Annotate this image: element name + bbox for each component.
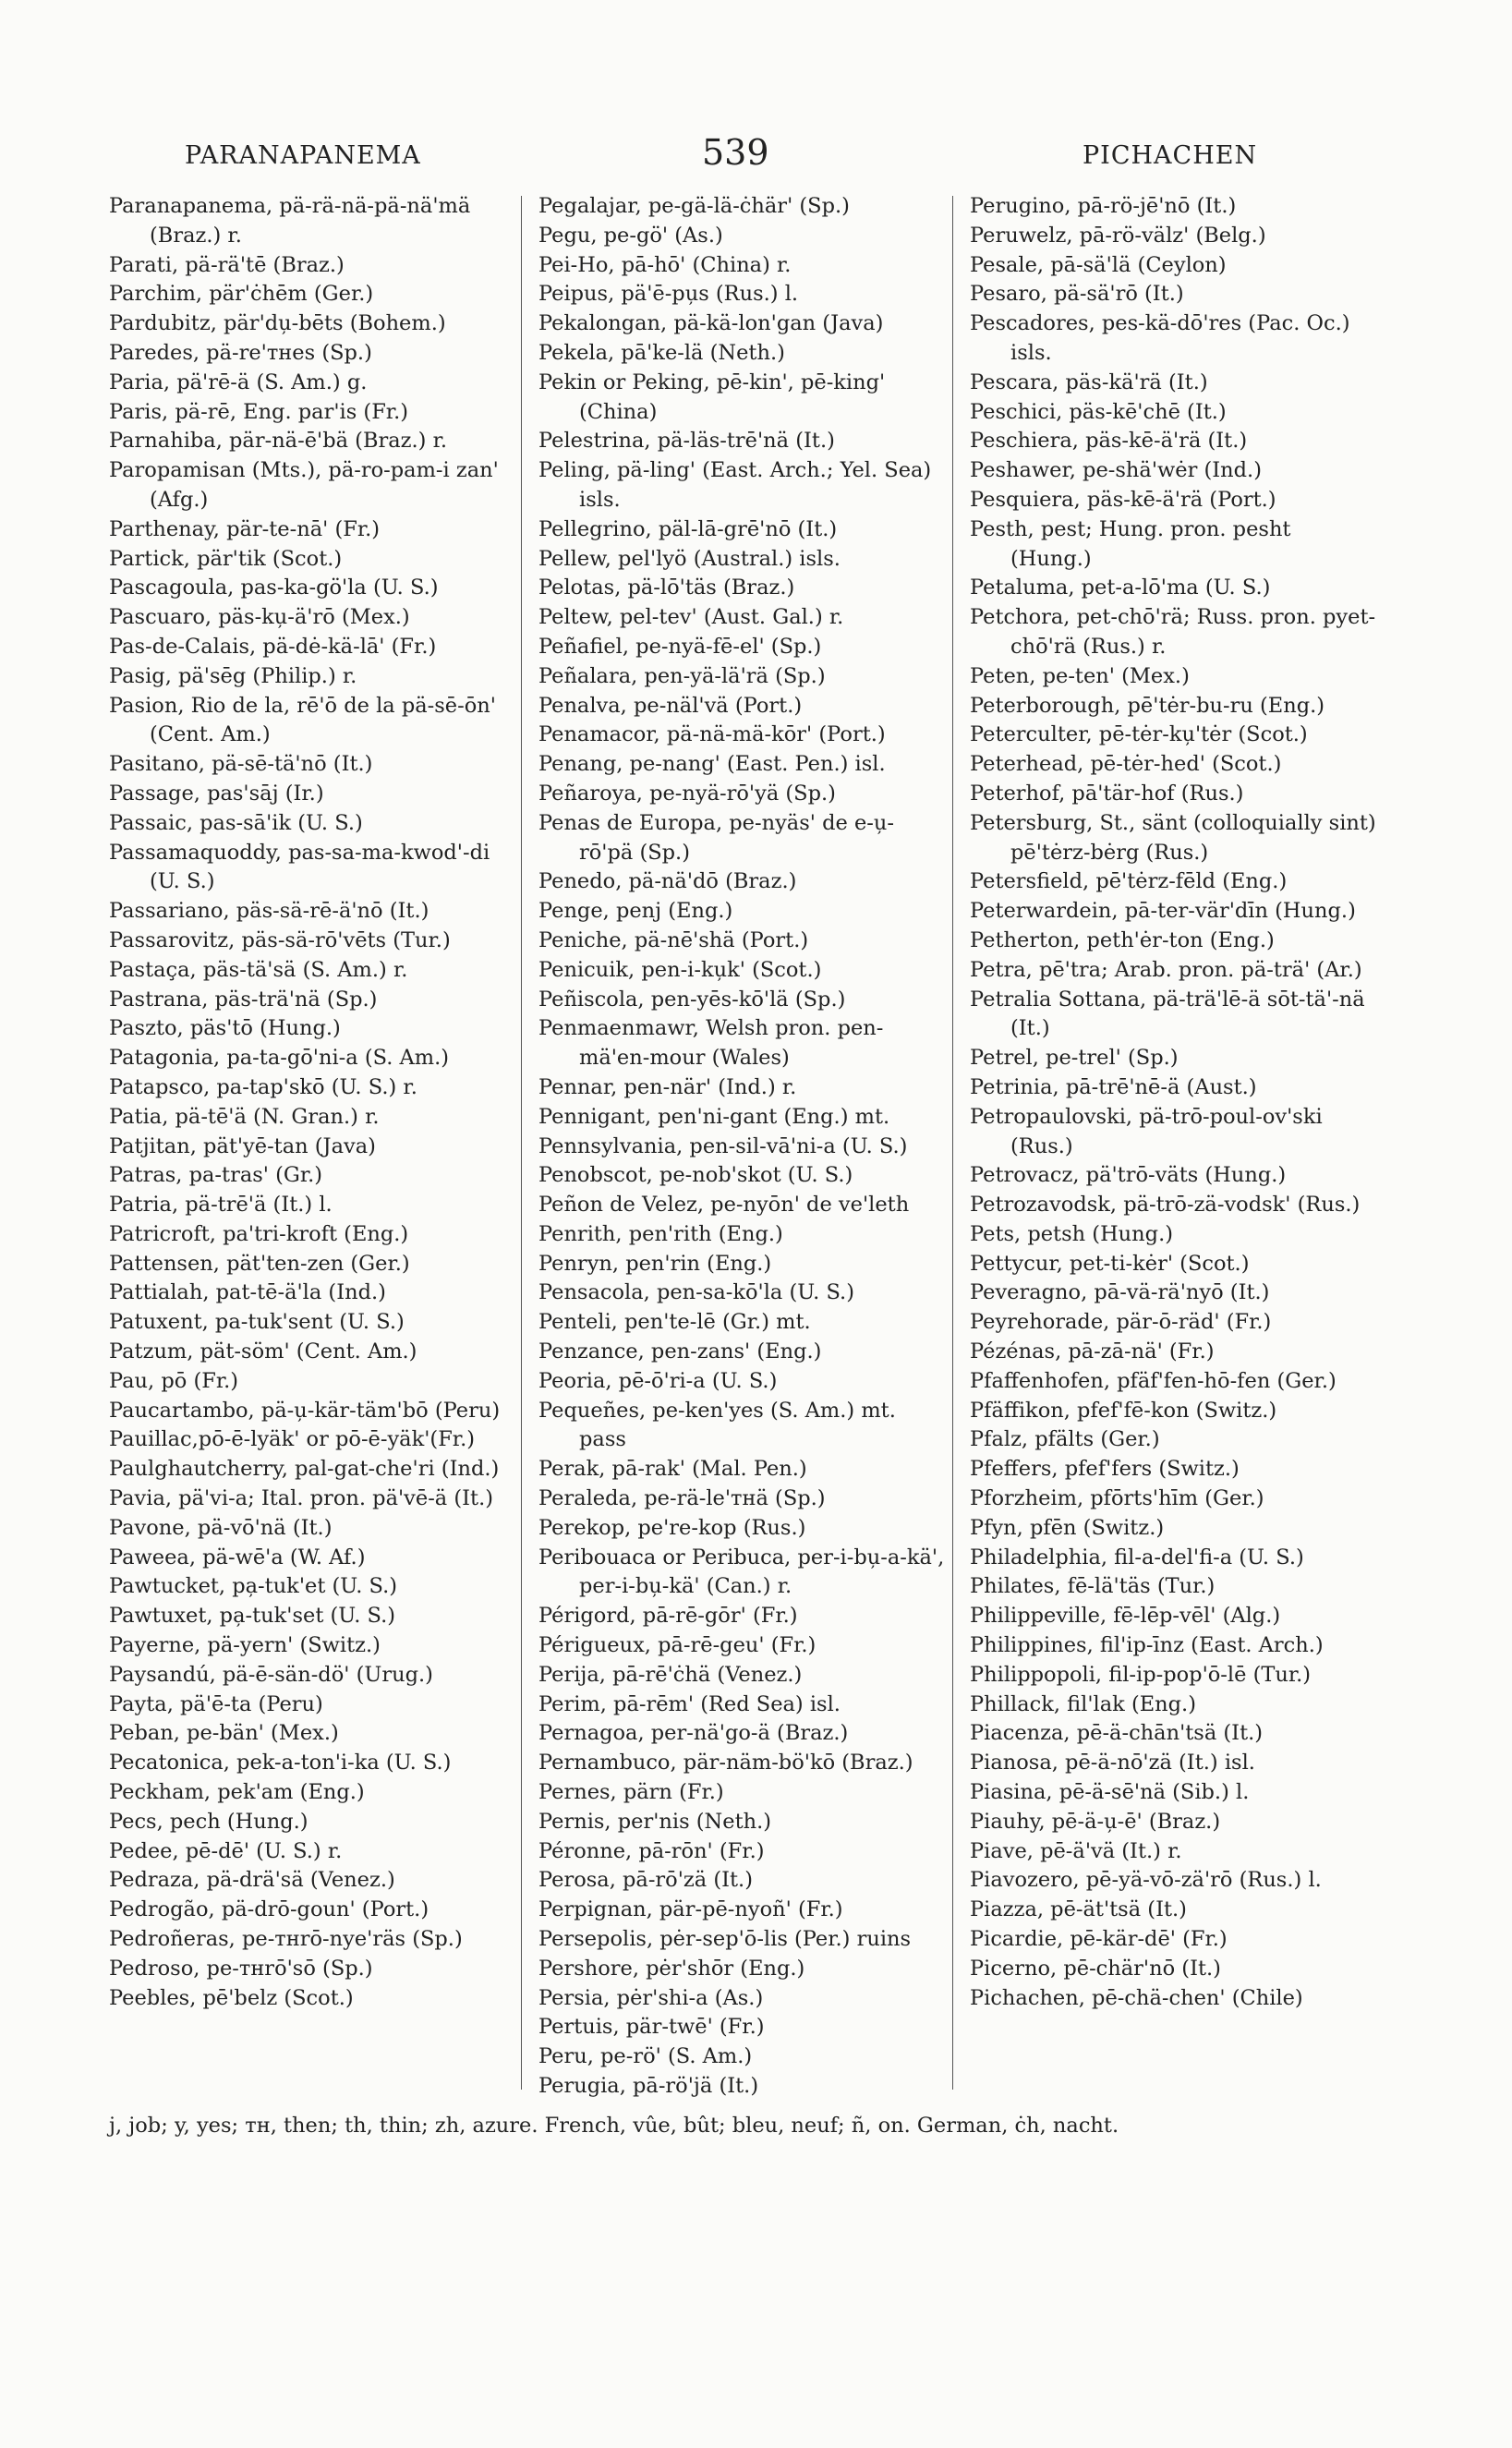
gazetteer-entry: Pelotas, pä-lō'täs (Braz.): [538, 576, 795, 600]
gazetteer-entry: Pastrana, päs-trä'nä (Sp.): [109, 987, 378, 1012]
gazetteer-entry: Pichachen, pē-chä-chen' (Chile): [970, 1985, 1303, 2010]
gazetteer-entry: Paris, pä-rē, Eng. par'is (Fr.): [109, 399, 409, 424]
gazetteer-entry: Pardubitz, pär'du̦-bēts (Bohem.): [109, 311, 446, 336]
gazetteer-entry: Petrozavodsk, pä-trō-zä-vodsk' (Rus.): [970, 1193, 1361, 1218]
gazetteer-entry: Pernis, per'nis (Neth.): [538, 1809, 772, 1834]
gazetteer-entry: Pawtucket, pa̦-tuk'et (U. S.): [109, 1574, 398, 1599]
gazetteer-entry: Picerno, pē-chär'nō (It.): [970, 1956, 1221, 1981]
gazetteer-entry: Pascuaro, päs-ku̦-ä'rō (Mex.): [109, 605, 410, 630]
gazetteer-entry: Pernes, pärn (Fr.): [538, 1780, 724, 1805]
gazetteer-entry: Perim, pā-rēm' (Red Sea) isl.: [538, 1691, 841, 1716]
gazetteer-entry: Peterhof, pā'tär-hof (Rus.): [970, 781, 1244, 806]
gazetteer-entry: Patzum, pät-söm' (Cent. Am.): [109, 1339, 417, 1364]
gazetteer-entry: Phillack, fil'lak (Eng.): [970, 1691, 1196, 1716]
gazetteer-entry: Pernambuco, pär-näm-bö'kō (Braz.): [538, 1751, 913, 1775]
gazetteer-entry: Petrovacz, pä'trō-väts (Hung.): [970, 1163, 1287, 1188]
gazetteer-entry: Pei-Ho, pā-hō' (China) r.: [538, 252, 792, 277]
gazetteer-entry: Piazza, pē-ät'tsä (It.): [970, 1897, 1187, 1922]
gazetteer-entry: Peschiera, päs-kē-ä'rä (It.): [970, 429, 1248, 454]
gazetteer-entry: Paropamisan (Mts.), pä-ro-pam-i zan' (Afg.): [109, 458, 499, 512]
gazetteer-entry: Penas de Europa, pe-nyäs' de e-u̦-rō'pä (Sp.): [538, 810, 894, 865]
gazetteer-entry: Philadelphia, fil-a-del'fi-a (U. S.): [970, 1545, 1304, 1569]
gazetteer-entry: Pets, petsh (Hung.): [970, 1221, 1174, 1246]
gazetteer-entry: Peterhead, pē-tėr-hed' (Scot.): [970, 752, 1282, 777]
gazetteer-entry: Pegu, pe-gö' (As.): [538, 223, 723, 248]
gazetteer-entry: Pfyn, pfēn (Switz.): [970, 1515, 1165, 1540]
gazetteer-entry: Pennigant, pen'ni-gant (Eng.) mt.: [538, 1104, 890, 1129]
gazetteer-entry: Paria, pä'rē-ä (S. Am.) g.: [109, 370, 368, 394]
gazetteer-entry: Peling, pä-ling' (East. Arch.; Yel. Sea) isls.: [538, 458, 932, 512]
gazetteer-entry: Pennsylvania, pen-sil-vā'ni-a (U. S.): [538, 1133, 908, 1158]
gazetteer-entry: Peebles, pē'belz (Scot.): [109, 1985, 354, 2010]
gazetteer-entry: Petra, pē'tra; Arab. pron. pä-trä' (Ar.): [970, 957, 1362, 982]
gazetteer-entry: Pauillac,pō-ē-lyäk' or pō-ē-yäk'(Fr.): [109, 1427, 476, 1452]
gazetteer-entry: Pescadores, pes-kä-dō'res (Pac. Oc.) isls.: [970, 311, 1350, 365]
gazetteer-entry: Peipus, pä'ē-pu̦s (Rus.) l.: [538, 282, 799, 307]
gazetteer-entry: Pattensen, pät'ten-zen (Ger.): [109, 1251, 410, 1276]
page-number: 539: [702, 132, 769, 173]
gazetteer-entry: Paulghautcherry, pal-gat-che'ri (Ind.): [109, 1457, 500, 1482]
gazetteer-entry: Peschici, päs-kē'chē (It.): [970, 399, 1227, 424]
gazetteer-entry: Persepolis, pėr-sep'ō-lis (Per.) ruins: [538, 1927, 912, 1952]
gazetteer-entry: Peshawer, pe-shä'wėr (Ind.): [970, 458, 1262, 483]
gazetteer-entry: Peniche, pä-nē'shä (Port.): [538, 927, 809, 952]
gazetteer-entry: Penalva, pe-näl'vä (Port.): [538, 693, 803, 718]
gazetteer-entry: Piavozero, pē-yä-vō-zä'rō (Rus.) l.: [970, 1868, 1322, 1893]
gazetteer-entry: Penamacor, pä-nä-mä-kōr' (Port.): [538, 722, 886, 747]
gazetteer-entry: Pecatonica, pek-a-ton'i-ka (U. S.): [109, 1751, 452, 1775]
gazetteer-entry: Patuxent, pa-tuk'sent (U. S.): [109, 1310, 405, 1335]
gazetteer-entry: Paysandú, pä-ē-sän-dö' (Urug.): [109, 1662, 433, 1687]
gazetteer-entry: Perija, pā-rē'ċhä (Venez.): [538, 1662, 803, 1687]
gazetteer-entry: Petherton, peth'ėr-ton (Eng.): [970, 927, 1275, 952]
gazetteer-entry: Peten, pe-ten' (Mex.): [970, 663, 1190, 688]
gazetteer-entry: Petchora, pet-chō'rä; Russ. pron. pyet-chō'rä (Rus.) r.: [970, 605, 1376, 659]
gazetteer-entry: Parnahiba, pär-nä-ē'bä (Braz.) r.: [109, 429, 448, 454]
gazetteer-entry: Penobscot, pe-nob'skot (U. S.): [538, 1163, 853, 1188]
gazetteer-entry: Peñalara, pen-yä-lä'rä (Sp.): [538, 663, 826, 688]
gazetteer-entry: Paucartambo, pä-u̦-kär-täm'bō (Peru): [109, 1398, 501, 1423]
gazetteer-entry: Petrel, pe-trel' (Sp.): [970, 1046, 1179, 1071]
gazetteer-entry: Peban, pe-bän' (Mex.): [109, 1721, 339, 1746]
gazetteer-entry: Pertuis, pär-twē' (Fr.): [538, 2015, 765, 2040]
gazetteer-entry: Passarovitz, päs-sä-rō'vēts (Tur.): [109, 927, 451, 952]
gazetteer-entry: Patricroft, pa'tri-kroft (Eng.): [109, 1221, 409, 1246]
gazetteer-entry: Pézénas, pā-zā-nä' (Fr.): [970, 1339, 1215, 1364]
gazetteer-entry: Pau, pō (Fr.): [109, 1368, 239, 1393]
gazetteer-entry: Pellew, pel'lyö (Austral.) isls.: [538, 546, 841, 571]
header-left-guide-word: PARANAPANEMA: [185, 141, 421, 170]
gazetteer-entry: Patia, pä-tē'ä (N. Gran.) r.: [109, 1104, 380, 1129]
gazetteer-entry: Pernagoa, per-nä'go-ä (Braz.): [538, 1721, 849, 1746]
gazetteer-entry: Peraleda, pe-rä-le'ᴛʜä (Sp.): [538, 1486, 826, 1511]
gazetteer-entry: Paszto, päs'tō (Hung.): [109, 1016, 341, 1041]
gazetteer-entry: Pasig, pä'sēg (Philip.) r.: [109, 663, 357, 688]
column-3: [970, 192, 1376, 2013]
gazetteer-entry: Petrinia, pā-trē'nē-ä (Aust.): [970, 1074, 1257, 1099]
gazetteer-entry: Paweea, pä-wē'a (W. Af.): [109, 1545, 366, 1569]
gazetteer-entry: Péronne, pā-rōn' (Fr.): [538, 1838, 765, 1863]
gazetteer-entry: Pawtuxet, pa̦-tuk'set (U. S.): [109, 1604, 396, 1629]
gazetteer-entry: Petaluma, pet-a-lō'ma (U. S.): [970, 576, 1271, 600]
gazetteer-entry: Penicuik, pen-i-ku̦k' (Scot.): [538, 957, 822, 982]
gazetteer-entry: Pennar, pen-när' (Ind.) r.: [538, 1074, 797, 1099]
gazetteer-entry: Pas-de-Calais, pä-dė-kä-lā' (Fr.): [109, 634, 437, 659]
gazetteer-entry: Pastaça, päs-tä'sä (S. Am.) r.: [109, 957, 408, 982]
column-divider: [521, 196, 522, 2090]
gazetteer-entry: Pedrogão, pä-drō-goun' (Port.): [109, 1897, 429, 1922]
gazetteer-entry: Penryn, pen'rin (Eng.): [538, 1251, 772, 1276]
column-2: [538, 192, 945, 2102]
gazetteer-entry: Pesquiera, päs-kē-ä'rä (Port.): [970, 487, 1276, 512]
gazetteer-entry: Pesth, pest; Hung. pron. pesht (Hung.): [970, 516, 1291, 571]
gazetteer-entry: Peltew, pel-tev' (Aust. Gal.) r.: [538, 605, 844, 630]
gazetteer-entry: Penge, penj (Eng.): [538, 899, 733, 924]
gazetteer-entry: Pasitano, pä-sē-tä'nō (It.): [109, 752, 373, 777]
gazetteer-entry: Peveragno, pā-vä-rä'nyō (It.): [970, 1280, 1270, 1305]
gazetteer-entry: Penzance, pen-zans' (Eng.): [538, 1339, 822, 1364]
gazetteer-entry: Peribouaca or Peribuca, per-i-bu̦-a-kä', per-i-bu̦-kä' (Can.) r.: [538, 1545, 945, 1599]
gazetteer-entry: Passariano, päs-sä-rē-ä'nō (It.): [109, 899, 429, 924]
gazetteer-entry: Pegalajar, pe-gä-lä-ċhär' (Sp.): [538, 194, 850, 218]
gazetteer-entry: Pfeffers, pfef'fers (Switz.): [970, 1457, 1240, 1482]
gazetteer-entry: Parchim, pär'ċhēm (Ger.): [109, 282, 374, 307]
gazetteer-entry: Pavone, pä-vō'nä (It.): [109, 1515, 333, 1540]
header-right-guide-word: PICHACHEN: [1083, 141, 1258, 170]
gazetteer-entry: Peñaroya, pe-nyä-rō'yä (Sp.): [538, 781, 836, 806]
gazetteer-entry: Pequeñes, pe-ken'yes (S. Am.) mt. pass: [538, 1398, 896, 1452]
gazetteer-entry: Petralia Sottana, pä-trä'lē-ä sōt-tä'-nä (It.): [970, 987, 1365, 1041]
gazetteer-entry: Philates, fē-lä'täs (Tur.): [970, 1574, 1216, 1599]
gazetteer-entry: Peñafiel, pe-nyä-fē-el' (Sp.): [538, 634, 822, 659]
gazetteer-entry: Pfäffikon, pfef'fē-kon (Switz.): [970, 1398, 1277, 1423]
gazetteer-entry: Petersburg, St., sänt (colloquially sint) pē'tėrz-bėrg (Rus.): [970, 810, 1376, 865]
gazetteer-entry: Piacenza, pē-ä-chān'tsä (It.): [970, 1721, 1264, 1746]
gazetteer-entry: Peyrehorade, pär-ō-räd' (Fr.): [970, 1310, 1272, 1335]
gazetteer-entry: Pellegrino, päl-lā-grē'nō (It.): [538, 516, 838, 541]
gazetteer-entry: Piave, pē-ä'vä (It.) r.: [970, 1838, 1182, 1863]
gazetteer-entry: Paredes, pä-re'ᴛʜes (Sp.): [109, 340, 372, 365]
gazetteer-entry: Piauhy, pē-ä-u̦-ē' (Braz.): [970, 1809, 1221, 1834]
gazetteer-entry: Perpignan, pär-pē-nyoñ' (Fr.): [538, 1897, 843, 1922]
gazetteer-entry: Philippeville, fē-lēp-vēl' (Alg.): [970, 1604, 1281, 1629]
gazetteer-entry: Pasion, Rio de la, rē'ō de la pä-sē-ōn' (Cent. Am.): [109, 693, 496, 747]
gazetteer-entry: Penrith, pen'rith (Eng.): [538, 1221, 783, 1246]
gazetteer-entry: Pedroso, pe-ᴛʜrō'sō (Sp.): [109, 1956, 373, 1981]
gazetteer-entry: Peru, pe-rö' (S. Am.): [538, 2044, 753, 2069]
column-1: [109, 192, 515, 2013]
gazetteer-entry: Peñon de Velez, pe-nyōn' de ve'leth: [538, 1193, 910, 1218]
gazetteer-entry: Patapsco, pa-tap'skō (U. S.) r.: [109, 1074, 417, 1099]
gazetteer-entry: Pedraza, pä-drä'sä (Venez.): [109, 1868, 395, 1893]
gazetteer-entry: Pedroñeras, pe-ᴛʜrō-nye'räs (Sp.): [109, 1927, 463, 1952]
pronunciation-key: j, job; y, yes; ᴛʜ, then; th, thin; zh, azure. French, vûe, bût; bleu, neuf; ñ, on. German, ċh, nacht.: [109, 2114, 1119, 2138]
gazetteer-entry: Perosa, pā-rō'zä (It.): [538, 1868, 753, 1893]
gazetteer-entry: Patria, pä-trē'ä (It.) l.: [109, 1193, 333, 1218]
gazetteer-entry: Passamaquoddy, pas-sa-ma-kwod'-di (U. S.): [109, 840, 490, 894]
gazetteer-entry: Penmaenmawr, Welsh pron. pen-mä'en-mour (Wales): [538, 1016, 884, 1071]
gazetteer-entry: Paranapanema, pä-rä-nä-pä-nä'mä (Braz.) r.: [109, 194, 471, 248]
gazetteer-entry: Payerne, pä-yern' (Switz.): [109, 1633, 381, 1658]
gazetteer-entry: Pecs, pech (Hung.): [109, 1809, 308, 1834]
gazetteer-entry: Pensacola, pen-sa-kō'la (U. S.): [538, 1280, 854, 1305]
gazetteer-entry: Pekalongan, pä-kä-lon'gan (Java): [538, 311, 884, 336]
gazetteer-entry: Pfalz, pfälts (Ger.): [970, 1427, 1160, 1452]
gazetteer-entry: Philippopoli, fil-ip-pop'ō-lē (Tur.): [970, 1662, 1312, 1687]
gazetteer-entry: Persia, pėr'shi-a (As.): [538, 1985, 764, 2010]
gazetteer-entry: Partick, pär'tik (Scot.): [109, 546, 343, 571]
gazetteer-entry: Parthenay, pär-te-nā' (Fr.): [109, 516, 381, 541]
gazetteer-entry: Perekop, pe're-kop (Rus.): [538, 1515, 806, 1540]
gazetteer-entry: Piasina, pē-ä-sē'nä (Sib.) l.: [970, 1780, 1250, 1805]
gazetteer-entry: Perak, pā-rak' (Mal. Pen.): [538, 1457, 807, 1482]
gazetteer-entry: Périgueux, pā-rē-geu' (Fr.): [538, 1633, 816, 1658]
gazetteer-entry: Patjitan, pät'yē-tan (Java): [109, 1133, 376, 1158]
gazetteer-entry: Pettycur, pet-ti-kėr' (Scot.): [970, 1251, 1250, 1276]
gazetteer-entry: Patras, pa-tras' (Gr.): [109, 1163, 323, 1188]
gazetteer-entry: Pesaro, pä-sä'rō (It.): [970, 282, 1184, 307]
gazetteer-entry: Petersfield, pē'tėrz-fēld (Eng.): [970, 869, 1288, 894]
gazetteer-entry: Picardie, pē-kär-dē' (Fr.): [970, 1927, 1228, 1952]
gazetteer-entry: Pavia, pä'vi-a; Ital. pron. pä'vē-ä (It.): [109, 1486, 494, 1511]
gazetteer-entry: Peterwardein, pā-ter-vär'dīn (Hung.): [970, 899, 1356, 924]
gazetteer-entry: Pekin or Peking, pē-kin', pē-king' (China): [538, 370, 886, 424]
gazetteer-entry: Pedee, pē-dē' (U. S.) r.: [109, 1838, 343, 1863]
gazetteer-entry: Peterculter, pē-tėr-ku̦'tėr (Scot.): [970, 722, 1308, 747]
gazetteer-entry: Périgord, pā-rē-gōr' (Fr.): [538, 1604, 798, 1629]
gazetteer-entry: Passaic, pas-sā'ik (U. S.): [109, 810, 363, 835]
gazetteer-entry: Pesale, pā-sä'lä (Ceylon): [970, 252, 1227, 277]
gazetteer-entry: Peñiscola, pen-yēs-kō'lä (Sp.): [538, 987, 846, 1012]
gazetteer-entry: Pascagoula, pas-ka-gö'la (U. S.): [109, 576, 439, 600]
page-header: [0, 132, 1512, 178]
gazetteer-entry: Penang, pe-nang' (East. Pen.) isl.: [538, 752, 886, 777]
gazetteer-entry: Peterborough, pē'tėr-bu-ru (Eng.): [970, 693, 1325, 718]
gazetteer-entry: Pforzheim, pfōrts'hīm (Ger.): [970, 1486, 1264, 1511]
gazetteer-entry: Patagonia, pa-ta-gō'ni-a (S. Am.): [109, 1046, 450, 1071]
gazetteer-entry: Peruwelz, pā-rö-välz' (Belg.): [970, 223, 1266, 248]
gazetteer-entry: Pelestrina, pä-läs-trē'nä (It.): [538, 429, 835, 454]
gazetteer-entry: Peckham, pek'am (Eng.): [109, 1780, 365, 1805]
gazetteer-entry: Pekela, pā'ke-lä (Neth.): [538, 340, 785, 365]
gazetteer-entry: Pescara, päs-kä'rä (It.): [970, 370, 1208, 394]
gazetteer-entry: Payta, pä'ē-ta (Peru): [109, 1691, 323, 1716]
gazetteer-entry: Petropaulovski, pä-trō-poul-ov'ski (Rus.): [970, 1104, 1323, 1158]
column-divider: [952, 196, 953, 2090]
gazetteer-entry: Pfaffenhofen, pfäf'fen-hō-fen (Ger.): [970, 1368, 1337, 1393]
gazetteer-entry: Perugino, pā-rö-jē'nō (It.): [970, 194, 1237, 218]
gazetteer-entry: Parati, pä-rä'tē (Braz.): [109, 252, 345, 277]
gazetteer-entry: Pattialah, pat-tē-ä'la (Ind.): [109, 1280, 386, 1305]
gazetteer-entry: Penedo, pä-nä'dō (Braz.): [538, 869, 797, 894]
gazetteer-entry: Penteli, pen'te-lē (Gr.) mt.: [538, 1310, 811, 1335]
gazetteer-entry: Peoria, pē-ō'ri-a (U. S.): [538, 1368, 778, 1393]
gazetteer-entry: Philippines, fil'ip-īnz (East. Arch.): [970, 1633, 1324, 1658]
gazetteer-entry: Perugia, pā-rö'jä (It.): [538, 2074, 759, 2098]
gazetteer-entry: Pershore, pėr'shōr (Eng.): [538, 1956, 805, 1981]
gazetteer-entry: Pianosa, pē-ä-nō'zä (It.) isl.: [970, 1751, 1255, 1775]
gazetteer-entry: Passage, pas'sāj (Ir.): [109, 781, 324, 806]
